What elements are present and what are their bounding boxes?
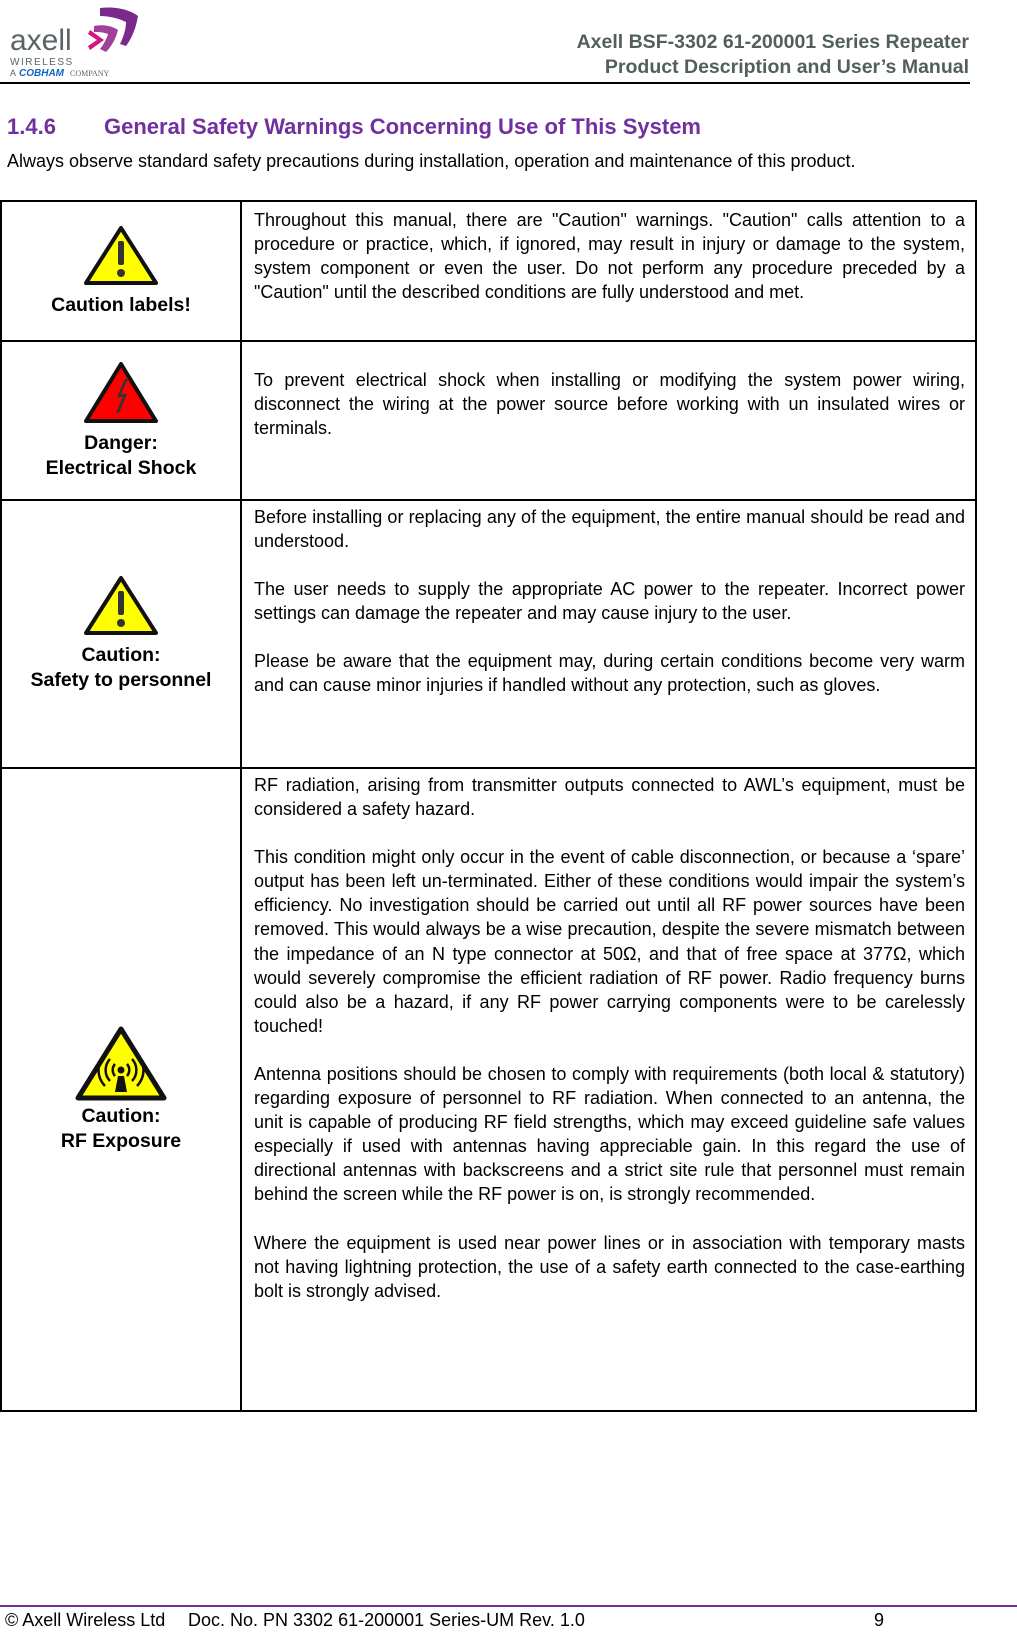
svg-text:COMPANY: COMPANY (70, 69, 110, 78)
electrical-shock-icon (83, 361, 159, 425)
footer-copyright: © Axell Wireless Ltd (5, 1610, 166, 1630)
warning-text-cell (241, 341, 976, 500)
footer-divider (0, 1605, 1017, 1607)
section-intro: Always observe standard safety precautions during installation, operation and maintenance of this product. (7, 151, 856, 171)
document-title-line1: Axell BSF-3302 61-200001 Series Repeater (576, 31, 969, 53)
table-row (1, 500, 976, 768)
warning-label: Electrical Shock (45, 456, 197, 479)
warning-label: Caution labels! (51, 293, 191, 316)
warning-paragraph: To prevent electrical shock when installing or modifying the system power wiring, disconnect the wiring at the power source before working with un insulated wires or terminals. (254, 370, 965, 439)
table-row (1, 768, 976, 1411)
table-row (1, 201, 976, 341)
header-divider (0, 82, 970, 84)
section-heading (7, 114, 701, 140)
caution-exclamation-icon (83, 225, 159, 287)
warning-text-cell (241, 500, 976, 768)
section-title: General Safety Warnings Concerning Use of This System (104, 114, 701, 139)
safety-warnings-table (0, 200, 977, 1412)
warning-paragraph: Before installing or replacing any of the equipment, the entire manual should be read and understood. (254, 507, 965, 552)
warning-label-cell (1, 768, 241, 1411)
table-row (1, 341, 976, 500)
caution-exclamation-icon (83, 575, 159, 637)
section-number: 1.4.6 (7, 114, 56, 139)
svg-text:axell: axell (10, 24, 72, 57)
rf-radiation-icon (75, 1026, 167, 1102)
warning-text-cell (241, 201, 976, 341)
warning-paragraph: Antenna positions should be chosen to comply with requirements (both local & statutory) regarding exposure of personnel to RF radiation. When connected to an antenna, the unit is capable of producing RF field strengths, which may exceed guideline safe values especially if used with antennas having appreciable gain. In this regard the use of directional antennas with backscreens and a strict site rule that personnel must remain behind the screen while the RF power is on, is strongly recommended. (254, 1063, 965, 1205)
document-title (577, 30, 969, 80)
svg-text:COBHAM: COBHAM (19, 68, 64, 78)
warning-label-cell (1, 201, 241, 341)
company-logo (8, 2, 148, 78)
warning-label: RF Exposure (60, 1129, 182, 1152)
warning-label-cell (1, 500, 241, 768)
page-number: 9 (874, 1610, 885, 1630)
warning-paragraph: Throughout this manual, there are "Caution" warnings. "Caution" calls attention to a procedure or practice, which, if ignored, may result in injury or damage to the system, system component or even the user. Do not perform any procedure preceded by a "Caution" until the described conditions are fully understood and met. (254, 210, 965, 303)
warning-paragraph: This condition might only occur in the event of cable disconnection, or because a ‘spare’ output has been left un-terminated. Either of these conditions would impair the system’s efficiency. No investigation should be carried out until all RF power sources have been removed. This would always be a wise precaution, despite the severe mismatch between the impedance of an N type connector at 50Ω, and that of free space at 377Ω, which would severely compromise the efficient radiation of RF power. Radio frequency burns could also be a hazard, if any RF power carrying components were to be carelessly touched! (254, 847, 965, 1036)
warning-paragraph: Where the equipment is used near power lines or in association with temporary masts not having lightning protection, the use of a safety earth connected to the case-earthing bolt is strongly advised. (254, 1232, 965, 1301)
svg-text:A: A (10, 68, 17, 78)
warning-label: Danger: (84, 431, 158, 454)
warning-text-cell (241, 768, 976, 1411)
warning-paragraph: The user needs to supply the appropriate AC power to the repeater. Incorrect power settings can damage the repeater and may cause injury to the user. (254, 579, 965, 624)
warning-paragraph: RF radiation, arising from transmitter outputs connected to AWL’s equipment, must be considered a safety hazard. (254, 775, 965, 820)
svg-text:WIRELESS: WIRELESS (10, 57, 74, 68)
document-title-line2: Product Description and User’s Manual (604, 56, 969, 78)
warning-label: Safety to personnel (30, 669, 212, 691)
warning-paragraph: Please be aware that the equipment may, during certain conditions become very warm and can cause minor injuries if handled without any protection, such as gloves. (254, 651, 965, 696)
warning-label: Caution: (81, 1104, 161, 1127)
warning-label: Caution: (81, 644, 161, 666)
warning-label-cell (1, 341, 241, 500)
footer-doc-number: Doc. No. PN 3302 61-200001 Series-UM Rev. 1.0 (188, 1610, 585, 1630)
axell-logo-icon (8, 2, 148, 78)
